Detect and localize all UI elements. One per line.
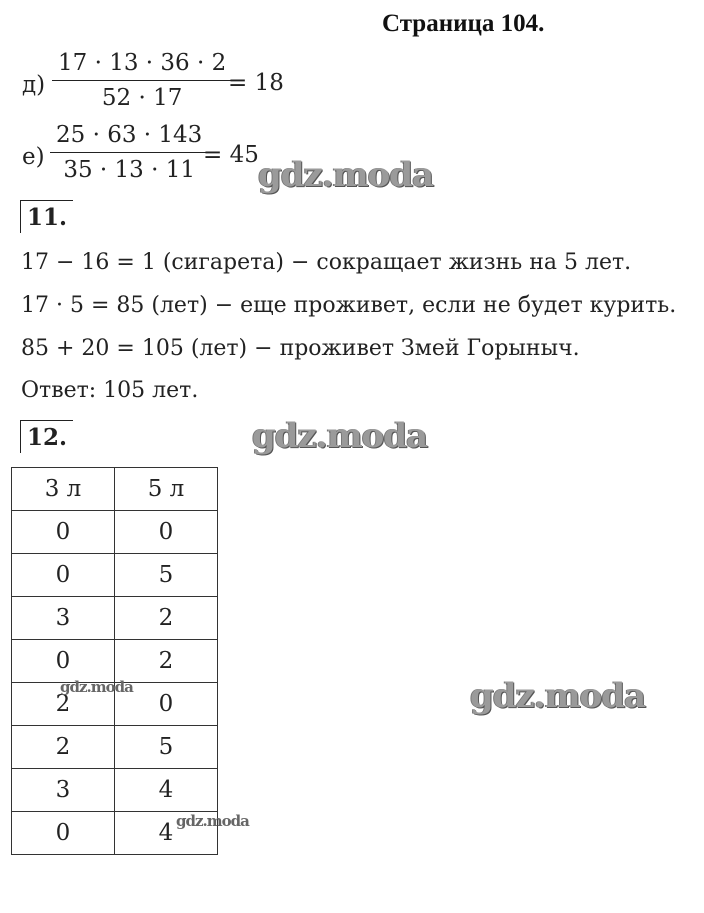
fraction <box>50 122 208 183</box>
item-label: е) <box>22 144 45 170</box>
table-cell: 0 <box>12 640 115 683</box>
table-row <box>12 597 218 640</box>
table-cell: 2 <box>12 683 115 726</box>
table-row <box>12 554 218 597</box>
solution-line: 17 · 5 = 85 (лет) − еще проживет, если не будет курить. <box>21 293 677 318</box>
solution-line: 17 − 16 = 1 (сигарета) − сокращает жизнь на 5 лет. <box>21 250 632 275</box>
table-cell: 4 <box>115 769 218 812</box>
watermark: gdz.moda <box>176 812 249 830</box>
table-cell: 3 <box>12 769 115 812</box>
item-label: д) <box>22 72 46 98</box>
column-header: 3 л <box>12 468 115 511</box>
table-cell: 2 <box>12 726 115 769</box>
task-number: 12. <box>20 420 73 453</box>
table-cell: 3 <box>12 597 115 640</box>
watermark: gdz.moda <box>252 416 428 456</box>
fraction-denominator: 35 · 13 · 11 <box>63 157 195 183</box>
watermark: gdz.moda <box>258 155 434 195</box>
table-row <box>12 640 218 683</box>
fraction-numerator: 17 · 13 · 36 · 2 <box>52 50 232 81</box>
table-cell: 0 <box>12 554 115 597</box>
table-cell: 5 <box>115 554 218 597</box>
table-cell: 0 <box>12 511 115 554</box>
answer-line: Ответ: 105 лет. <box>21 378 199 403</box>
fraction-result: = 18 <box>228 70 284 96</box>
table-cell: 0 <box>12 812 115 855</box>
table-cell: 4 <box>115 812 218 855</box>
table-row <box>12 726 218 769</box>
fraction-result: = 45 <box>203 142 259 168</box>
watermark: gdz.moda <box>470 676 646 716</box>
fraction-numerator: 25 · 63 · 143 <box>50 122 208 153</box>
table-cell: 2 <box>115 597 218 640</box>
table-cell: 2 <box>115 640 218 683</box>
table-cell: 0 <box>115 683 218 726</box>
watermark: gdz.moda <box>60 678 133 696</box>
fraction <box>52 50 232 111</box>
table-row <box>12 511 218 554</box>
page-title: Страница 104. <box>382 10 545 37</box>
vessel-table <box>11 467 218 855</box>
table-cell: 5 <box>115 726 218 769</box>
task-number: 11. <box>20 200 73 233</box>
table-cell: 0 <box>115 511 218 554</box>
fraction-denominator: 52 · 17 <box>101 85 183 111</box>
solution-line: 85 + 20 = 105 (лет) − проживет Змей Горыныч. <box>21 336 580 361</box>
column-header: 5 л <box>115 468 218 511</box>
table-row <box>12 769 218 812</box>
table-header-row <box>12 468 218 511</box>
